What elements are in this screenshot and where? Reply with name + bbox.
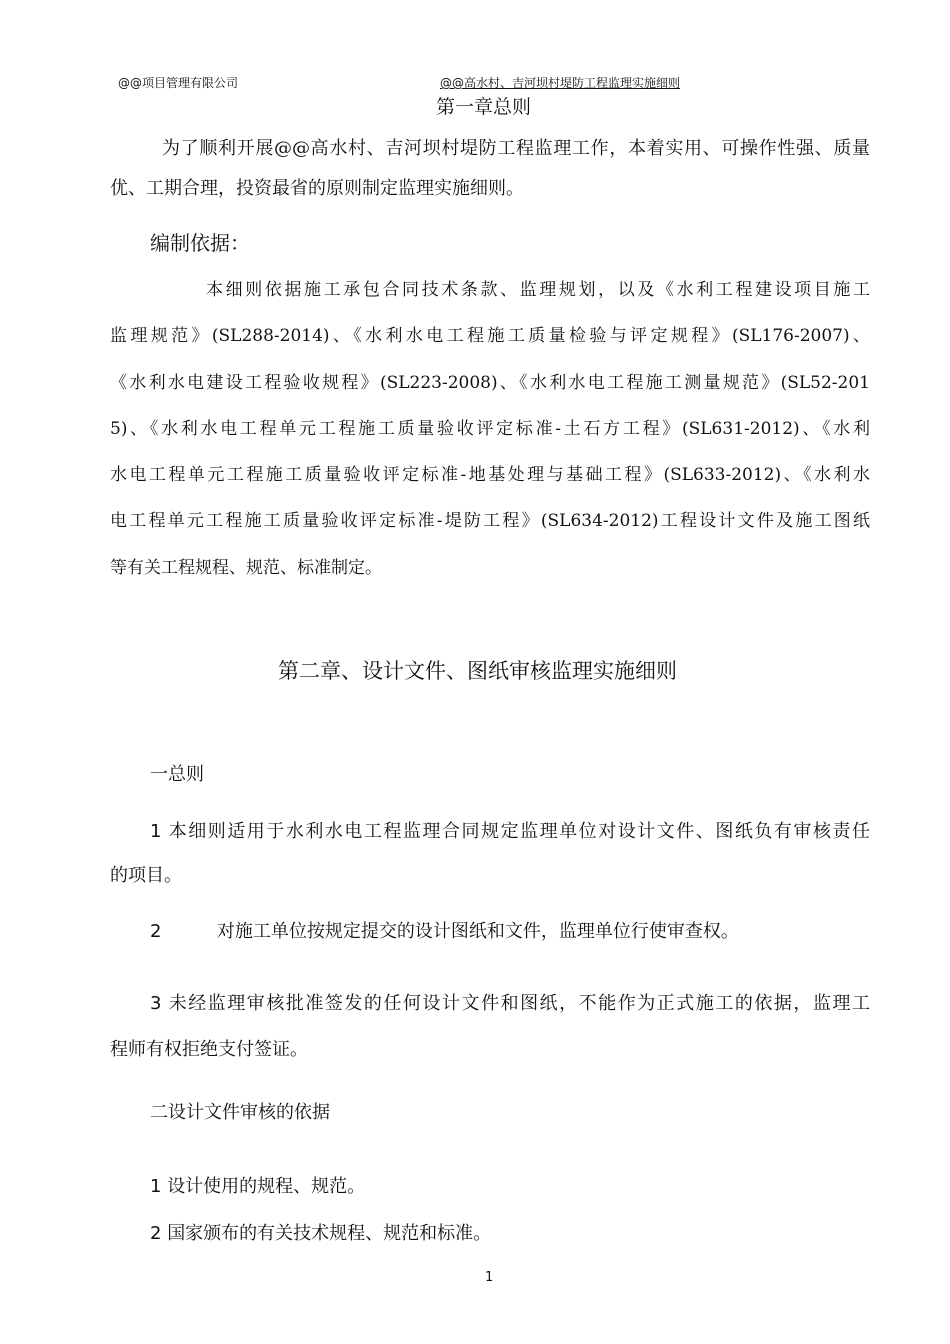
basis-line-5: 水电工程单元工程施工质量验收评定标准-地基处理与基础工程》(SL633-2012)、《水利水 (110, 465, 870, 486)
page-number: 1 (485, 1270, 494, 1285)
item3-number: 3 (150, 993, 162, 1014)
basis-line-3: 《水利水电建设工程验收规程》(SL223-2008)、《水利水电工程施工测量规范》(SL52-201 (110, 372, 870, 393)
s2-item1-text: 设计使用的规程、规范。 (167, 1176, 366, 1197)
chapter1-title: 第一章总则 (436, 96, 532, 118)
item3-line-2: 程师有权拒绝支付签证。 (110, 1039, 308, 1060)
section1-item2 (150, 917, 739, 943)
item2-text: 对施工单位按规定提交的设计图纸和文件，监理单位行使审查权。 (216, 921, 739, 942)
item1-number: 1 (150, 821, 162, 842)
basis-line-1: 本细则依据施工承包合同技术条款、监理规划，以及《水利工程建设项目施工 (206, 280, 870, 300)
section2-heading: 二设计文件审核的依据 (150, 1102, 330, 1123)
s2-item1-number: 1 (150, 1176, 162, 1197)
s2-item2-number: 2 (150, 1223, 162, 1244)
section1-item3 (110, 981, 870, 1073)
basis-heading: 编制依据： (150, 231, 250, 255)
header-document-title: @@高水村、吉河坝村堤防工程监理实施细则 (440, 76, 681, 90)
section2-item2 (150, 1219, 491, 1245)
intro-line-1: 为了顺利开展@@高水村、吉河坝村堤防工程监理工作，本着实用、可操作性强、质量 (162, 138, 870, 159)
chapter2-title: 第二章、设计文件、图纸审核监理实施细则 (278, 659, 677, 683)
basis-line-2: 监理规范》(SL288-2014)、《水利水电工程施工质量检验与评定规程》(SL176-2007)、 (110, 326, 870, 347)
header-company: @@项目管理有限公司 (118, 76, 239, 90)
basis-paragraph (110, 267, 870, 591)
item2-number: 2 (150, 921, 162, 942)
s2-item2-text: 国家颁布的有关技术规程、规范和标准。 (167, 1223, 492, 1244)
basis-line-7: 等有关工程规程、规范、标准制定。 (110, 557, 382, 578)
section2-item1 (150, 1172, 365, 1198)
basis-line-6: 电工程单元工程施工质量验收评定标准-堤防工程》(SL634-2012)工程设计文件及施工图纸 (110, 511, 870, 532)
item3-line-1: 未经监理审核批准签发的任何设计文件和图纸，不能作为正式施工的依据，监理工 (168, 993, 870, 1014)
chapter1-intro (110, 129, 870, 209)
item1-line-2: 的项目。 (110, 865, 182, 886)
basis-line-4: 5)、《水利水电工程单元工程施工质量验收评定标准-土石方工程》(SL631-2012)、《水利 (110, 418, 870, 439)
section1-item1 (110, 810, 870, 898)
item1-line-1: 本细则适用于水利水电工程监理合同规定监理单位对设计文件、图纸负有审核责任 (168, 821, 870, 842)
section1-heading: 一总则 (150, 764, 204, 785)
intro-line-2: 优、工期合理，投资最省的原则制定监理实施细则。 (110, 178, 524, 199)
